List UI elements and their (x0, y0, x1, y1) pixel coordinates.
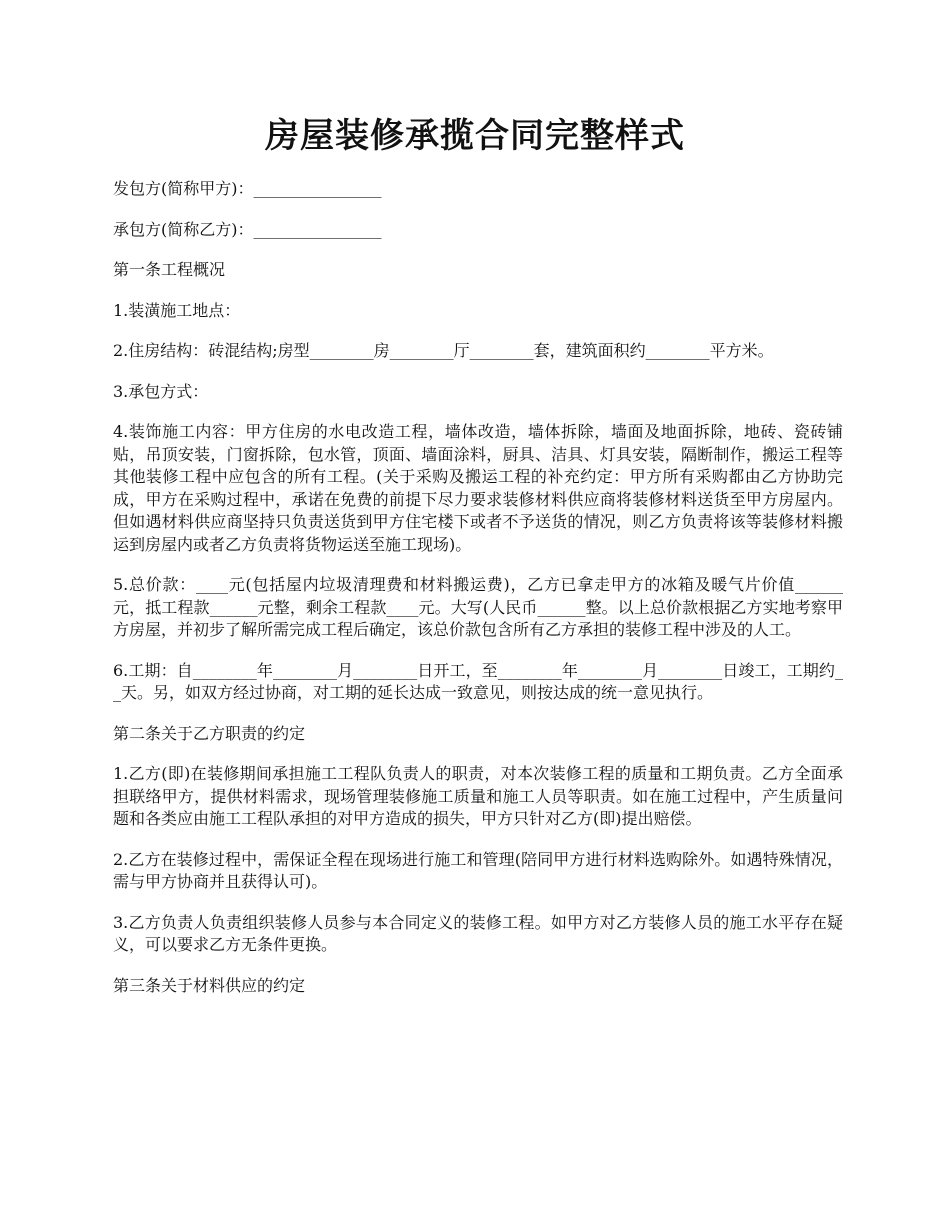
document-body (113, 178, 843, 1015)
clause-2-2: 2.乙方在装修过程中，需保证全程在现场进行施工和管理(陪同甲方进行材料选购除外。如遇特殊情况，需与甲方协商并且获得认可)。 (113, 849, 843, 891)
section-heading-2: 第二条关于乙方职责的约定 (113, 723, 306, 743)
clause-1-2: 2.住房结构：砖混结构;房型________房________厅________套，建筑面积约________平方米。 (113, 341, 774, 360)
clause-1-6: 6.工期：自________年________月________日开工，至________年________月________日竣工，工期约__天。另，如双方经过协商，对工期的延长达成一致意见，则按达成的统一意见执行。 (113, 660, 843, 702)
party-a-line: 发包方(简称甲方)：________________ (113, 179, 382, 198)
clause-1-4: 4.装饰施工内容：甲方住房的水电改造工程，墙体改造，墙体拆除，墙面及地面拆除，地砖、瓷砖铺贴，吊顶安装，门窗拆除，包水管，顶面、墙面涂料，厨具、洁具、灯具安装，隔断制作，搬运工程等其他装修工程中应包含的所有工程。(关于采购及搬运工程的补充约定：甲方所有采购都由乙方协助完成，甲方在采购过程中，承诺在免费的前提下尽力要求装修材料供应商将装修材料送货至甲方房屋内。但如遇材料供应商坚持只负责送货到甲方住宅楼下或者不予送货的情况，则乙方负责将该等装修材料搬运到房屋内或者乙方负责将货物运送至施工现场)。 (113, 422, 843, 554)
party-b-line: 承包方(简称乙方)：________________ (113, 219, 382, 239)
clause-1-5: 5.总价款：____元(包括屋内垃圾清理费和材料搬运费)，乙方已拿走甲方的冰箱及暖气片价值______元，抵工程款______元整，剩余工程款____元。大写(人民币______整。以上总价款根据乙方实地考察甲方房屋，并初步了解所需完成工程后确定，该总价款包含所有乙方承担的装修工程中涉及的人工。 (113, 575, 843, 639)
section-heading-1: 第一条工程概况 (113, 260, 226, 279)
section-heading-3: 第三条关于材料供应的约定 (113, 975, 306, 995)
document-title: 房屋装修承揽合同完整样式 (265, 116, 685, 156)
clause-2-3: 3.乙方负责人负责组织装修人员参与本合同定义的装修工程。如甲方对乙方装修人员的施工水平存在疑义，可以要求乙方无条件更换。 (113, 912, 843, 954)
clause-1-3: 3.承包方式： (113, 381, 209, 401)
clause-2-1: 1.乙方(即)在装修期间承担施工工程队负责人的职责，对本次装修工程的质量和工期负责。乙方全面承担联络甲方，提供材料需求，现场管理装修施工质量和施工人员等职责。如在施工过程中，产生质量问题和各类应由施工工程队承担的对甲方造成的损失，甲方只针对乙方(即)提出赔偿。 (113, 764, 843, 828)
clause-1-1: 1.装潢施工地点： (113, 300, 241, 320)
